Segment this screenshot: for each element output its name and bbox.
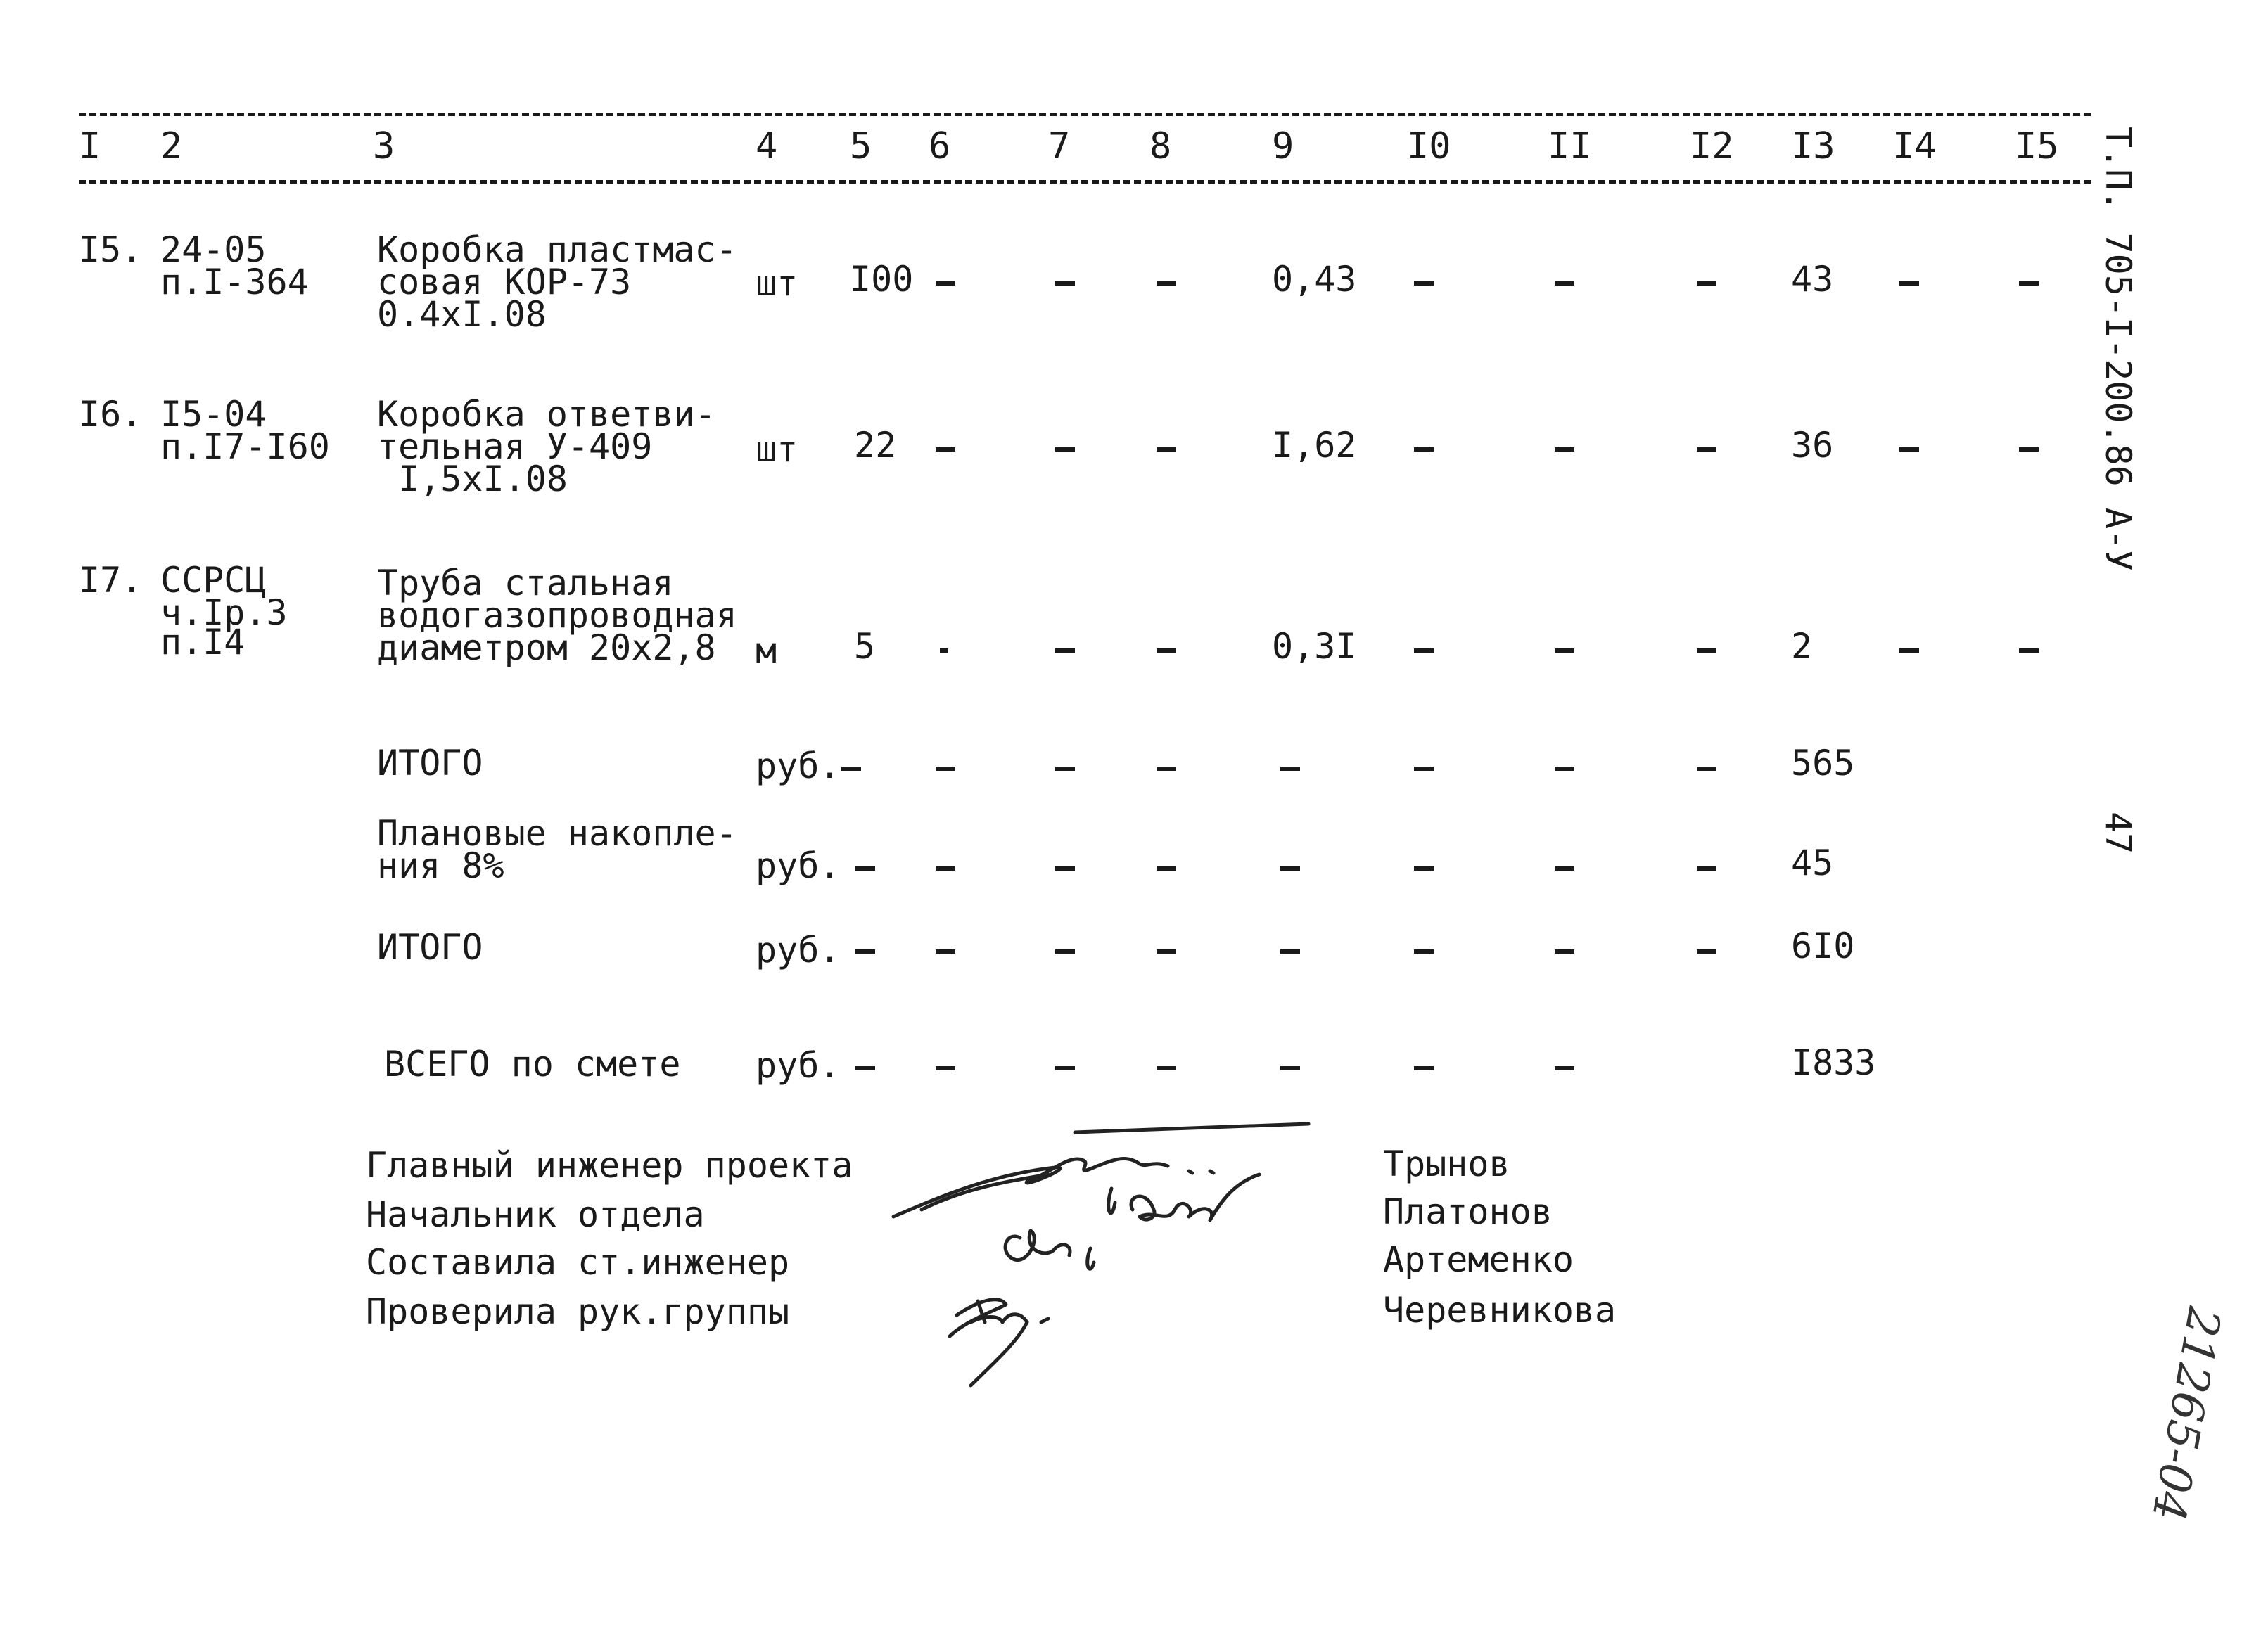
col9-value: 0,3I — [1272, 626, 1357, 667]
dash — [1414, 447, 1434, 452]
signature-role: Проверила рук.группы — [366, 1291, 790, 1332]
item-name: совая КОР-73 — [377, 262, 632, 302]
item-name: Коробка ответви- — [377, 394, 716, 435]
row-number: I6. — [79, 394, 143, 435]
dash — [1697, 648, 1716, 653]
dash — [1899, 447, 1919, 452]
dash — [1157, 767, 1176, 771]
dash — [1697, 281, 1716, 286]
dash — [1280, 866, 1300, 871]
dash — [1414, 1066, 1434, 1070]
dash — [1280, 1066, 1300, 1070]
dash — [1157, 648, 1176, 653]
price-code: ССРСЦ — [160, 560, 267, 601]
total-value: 6I0 — [1791, 926, 1855, 966]
header-bottom-rule — [79, 180, 2091, 184]
dash — [855, 1066, 875, 1070]
signature-role: Начальник отдела — [366, 1194, 705, 1235]
dash — [1899, 648, 1919, 653]
header-top-rule — [79, 113, 2091, 116]
col9-value: 0,43 — [1272, 259, 1357, 300]
col9-value: I,62 — [1272, 425, 1357, 466]
col-header-8: 8 — [1149, 125, 1172, 167]
quantity: 22 — [854, 425, 897, 466]
dash — [1157, 281, 1176, 286]
price-code: ч.Iр.3 — [160, 592, 288, 633]
dash — [1414, 949, 1434, 954]
col13-value: 43 — [1791, 259, 1834, 300]
signatory-name: Артеменко — [1383, 1239, 1574, 1280]
dash — [1055, 866, 1075, 871]
col-header-12: I2 — [1690, 125, 1734, 167]
total-unit: руб. — [756, 745, 841, 786]
col-header-2: 2 — [160, 125, 183, 167]
total-label: Плановые накопле- — [377, 813, 737, 854]
col-header-3: 3 — [373, 125, 395, 167]
dash — [1055, 949, 1075, 954]
handwritten-signatures — [879, 1111, 1372, 1393]
dash — [2019, 281, 2039, 286]
dash — [1414, 767, 1434, 771]
price-code: I5-04 — [160, 394, 267, 435]
unit: шт — [756, 429, 798, 470]
dash — [936, 447, 955, 452]
dash — [936, 281, 955, 286]
price-code: п.I7-I60 — [160, 426, 330, 467]
col-header-15: I5 — [2015, 125, 2059, 167]
col13-value: 2 — [1791, 626, 1813, 667]
total-unit: руб. — [756, 930, 841, 971]
col-header-10: I0 — [1407, 125, 1451, 167]
handwritten-archive-number: 21265-04 — [2141, 1303, 2230, 1525]
dash — [1555, 767, 1574, 771]
total-value: I833 — [1791, 1042, 1876, 1083]
dash — [936, 866, 955, 871]
signatory-name: Платонов — [1383, 1191, 1553, 1232]
dash — [2019, 447, 2039, 452]
quantity: I00 — [850, 259, 914, 300]
dash — [936, 767, 955, 771]
dash — [1697, 447, 1716, 452]
total-unit: руб. — [756, 1045, 841, 1086]
row-number: I5. — [79, 229, 143, 270]
total-unit: руб. — [756, 845, 841, 886]
dash — [1414, 648, 1434, 653]
dash — [1280, 949, 1300, 954]
dash — [1555, 866, 1574, 871]
total-label: ния 8% — [377, 845, 504, 886]
dash — [1697, 866, 1716, 871]
total-label: ИТОГО — [377, 927, 483, 968]
dash — [1157, 1066, 1176, 1070]
total-label: ИТОГО — [377, 743, 483, 783]
dash — [1899, 281, 1919, 286]
dash — [1157, 949, 1176, 954]
item-name: 0.4хI.08 — [377, 294, 547, 335]
col-header-4: 4 — [756, 125, 778, 167]
dash — [1055, 767, 1075, 771]
dash — [1414, 866, 1434, 871]
item-name: тельная У-409 — [377, 426, 653, 467]
document-code: Т.П. 705-I-200.86 А-У — [2098, 127, 2139, 572]
dash — [1414, 281, 1434, 286]
dash — [2019, 648, 2039, 653]
item-name: I,5хI.08 — [377, 459, 568, 499]
total-label: ВСЕГО по смете — [384, 1044, 681, 1084]
col-header-9: 9 — [1272, 125, 1294, 167]
item-name: диаметром 20х2,8 — [377, 627, 716, 668]
dash — [855, 866, 875, 871]
dash — [1055, 281, 1075, 286]
price-code: п.I-364 — [160, 262, 309, 302]
col-header-6: 6 — [929, 125, 951, 167]
dash — [1055, 447, 1075, 452]
unit: шт — [756, 263, 798, 304]
dash — [936, 1066, 955, 1070]
dash — [1555, 447, 1574, 452]
dash — [1555, 949, 1574, 954]
quantity: 5 — [854, 626, 876, 667]
dash — [1555, 1066, 1574, 1070]
dash — [1697, 949, 1716, 954]
dash — [1055, 1066, 1075, 1070]
item-name: Труба стальная — [377, 563, 674, 603]
dash — [855, 949, 875, 954]
item-name: водогазопроводная — [377, 595, 737, 636]
dash — [1697, 767, 1716, 771]
col-header-1: I — [79, 125, 101, 167]
dash — [1157, 866, 1176, 871]
total-value: 565 — [1791, 743, 1855, 783]
dash — [1280, 767, 1300, 771]
col-header-13: I3 — [1791, 125, 1835, 167]
col13-value: 36 — [1791, 425, 1834, 466]
dash — [936, 949, 955, 954]
dash — [1555, 281, 1574, 286]
signature-role: Главный инженер проекта — [366, 1145, 853, 1186]
signatory-name: Черевникова — [1383, 1290, 1617, 1331]
signature-role: Составила ст.инженер — [366, 1242, 790, 1283]
col-header-14: I4 — [1892, 125, 1937, 167]
dash — [1055, 648, 1075, 653]
col-header-11: II — [1548, 125, 1592, 167]
col-header-7: 7 — [1048, 125, 1071, 167]
dash — [940, 648, 948, 653]
dash — [1555, 648, 1574, 653]
dash — [1157, 447, 1176, 452]
price-code: п.I4 — [160, 622, 246, 663]
row-number: I7. — [79, 560, 143, 601]
price-code: 24-05 — [160, 229, 267, 270]
page-number: 47 — [2098, 812, 2139, 854]
item-name: Коробка пластмас- — [377, 229, 737, 270]
dash — [841, 767, 861, 771]
total-value: 45 — [1791, 843, 1834, 883]
signatory-name: Трынов — [1383, 1144, 1510, 1184]
unit: м — [756, 630, 777, 671]
col-header-5: 5 — [850, 125, 872, 167]
